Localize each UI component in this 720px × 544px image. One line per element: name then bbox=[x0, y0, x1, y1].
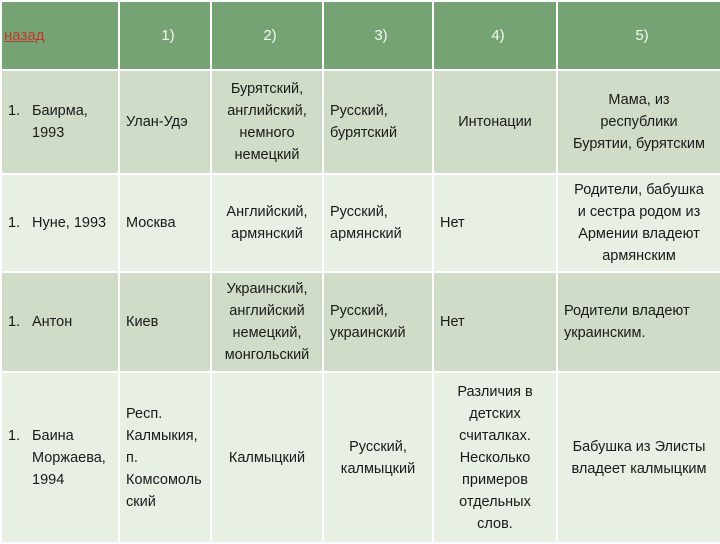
header-row bbox=[1, 1, 720, 70]
languages-cell: Бурятский, английский, немного немецкий bbox=[211, 70, 323, 174]
back-link[interactable]: назад bbox=[4, 26, 45, 44]
name-cell bbox=[1, 70, 119, 174]
parents-cell: Бабушка из Элисты владеет калмыцким bbox=[557, 372, 720, 543]
city-cell: Киев bbox=[119, 272, 211, 372]
name-cell bbox=[1, 272, 119, 372]
differences-cell: Различия в детских считалках. Несколько примеров отдельных слов. bbox=[433, 372, 557, 543]
home-language-cell: Русский, бурятский bbox=[323, 70, 433, 174]
city-cell: Улан-Удэ bbox=[119, 70, 211, 174]
header-cell-back bbox=[1, 1, 119, 70]
person-name: Нуне, 1993 bbox=[32, 215, 107, 231]
languages-cell: Калмыцкий bbox=[211, 372, 323, 543]
row-number: 1. bbox=[8, 427, 21, 444]
header-cell-5: 5) bbox=[557, 1, 720, 70]
table-row bbox=[1, 70, 720, 174]
name-cell bbox=[1, 174, 119, 272]
table-row bbox=[1, 272, 720, 372]
differences-cell: Нет bbox=[433, 174, 557, 272]
table-row bbox=[1, 174, 720, 272]
parents-cell: Мама, из республики Бурятии, бурятским bbox=[557, 70, 720, 174]
parents-cell: Родители, бабушка и сестра родом из Армении владеют армянским bbox=[557, 174, 720, 272]
differences-cell: Интонации bbox=[433, 70, 557, 174]
person-name: Антон bbox=[32, 314, 73, 330]
header-cell-1: 1) bbox=[119, 1, 211, 70]
city-cell: Москва bbox=[119, 174, 211, 272]
header-cell-3: 3) bbox=[323, 1, 433, 70]
name-cell bbox=[1, 372, 119, 543]
city-cell: Респ. Калмыкия, п. Комсомоль ский bbox=[119, 372, 211, 543]
table-row bbox=[1, 372, 720, 543]
languages-cell: Английский, армянский bbox=[211, 174, 323, 272]
row-number: 1. bbox=[8, 314, 21, 330]
languages-cell: Украинский, английский немецкий, монгольский bbox=[211, 272, 323, 372]
header-cell-2: 2) bbox=[211, 1, 323, 70]
row-number: 1. bbox=[8, 215, 21, 231]
home-language-cell: Русский, украинский bbox=[323, 272, 433, 372]
header-cell-4: 4) bbox=[433, 1, 557, 70]
person-name: Баирма, 1993 bbox=[32, 103, 88, 141]
home-language-cell: Русский, армянский bbox=[323, 174, 433, 272]
differences-cell: Нет bbox=[433, 272, 557, 372]
person-name: Баина Моржаева, 1994 bbox=[32, 427, 106, 488]
parents-cell: Родители владеют украинским. bbox=[557, 272, 720, 372]
home-language-cell: Русский, калмыцкий bbox=[323, 372, 433, 543]
row-number: 1. bbox=[8, 103, 21, 119]
